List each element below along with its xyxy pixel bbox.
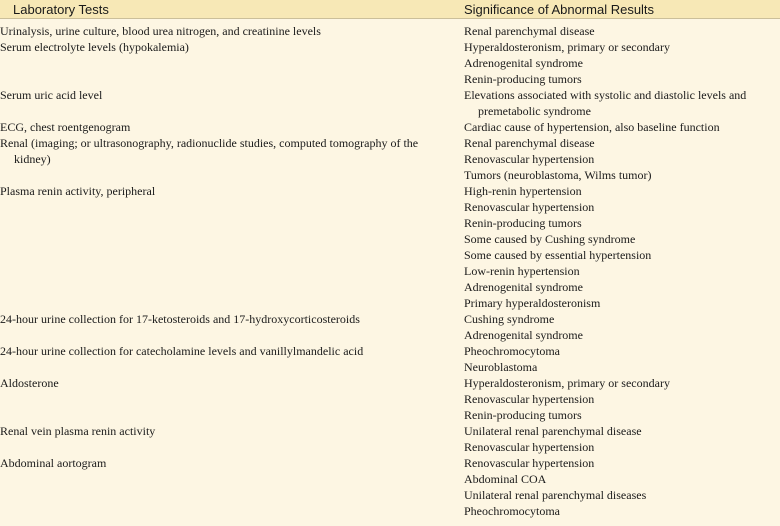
table-row bbox=[0, 23, 780, 39]
laboratory-test-cell: Abdominal aortogram bbox=[0, 456, 107, 470]
table-row bbox=[0, 423, 780, 455]
laboratory-test-cell: Serum electrolyte levels (hypokalemia) bbox=[0, 40, 189, 54]
significance-item: Adrenogenital syndrome bbox=[464, 56, 583, 70]
significance-item: Renin-producing tumors bbox=[464, 72, 582, 86]
table-body bbox=[0, 19, 780, 519]
laboratory-test-cell: Renal vein plasma renin activity bbox=[0, 424, 156, 438]
header-laboratory-tests: Laboratory Tests bbox=[13, 1, 109, 17]
table-row bbox=[0, 87, 780, 119]
table-row bbox=[0, 135, 780, 183]
significance-item: Some caused by essential hypertension bbox=[464, 248, 652, 262]
significance-item: Abdominal COA bbox=[464, 472, 547, 486]
significance-item: Hyperaldosteronism, primary or secondary bbox=[464, 40, 670, 54]
significance-item: Renovascular hypertension bbox=[464, 440, 595, 454]
significance-item: Pheochromocytoma bbox=[464, 344, 560, 358]
significance-item: Renal parenchymal disease bbox=[464, 136, 595, 150]
table-row bbox=[0, 311, 780, 343]
significance-item: Some caused by Cushing syndrome bbox=[464, 232, 636, 246]
significance-cell bbox=[451, 87, 780, 119]
significance-item: Pheochromocytoma bbox=[464, 504, 560, 518]
significance-cell bbox=[451, 375, 780, 423]
table-header-row bbox=[0, 0, 780, 19]
significance-item: Renin-producing tumors bbox=[464, 408, 582, 422]
significance-cell bbox=[451, 343, 780, 375]
table-row bbox=[0, 39, 780, 87]
laboratory-test-cell: ECG, chest roentgenogram bbox=[0, 120, 131, 134]
significance-item: Renovascular hypertension bbox=[464, 152, 595, 166]
significance-cell bbox=[451, 39, 780, 87]
laboratory-test-cell: Aldosterone bbox=[0, 376, 59, 390]
table-row bbox=[0, 183, 780, 311]
table-row bbox=[0, 455, 780, 519]
laboratory-test-cell: Plasma renin activity, peripheral bbox=[0, 184, 156, 198]
significance-item: Elevations associated with systolic and diastolic levels and premetabolic syndrome bbox=[464, 88, 747, 118]
significance-item: Renovascular hypertension bbox=[464, 456, 595, 470]
significance-item: Renovascular hypertension bbox=[464, 200, 595, 214]
significance-cell bbox=[451, 119, 780, 135]
laboratory-test-cell: Renal (imaging; or ultrasonography, radionuclide studies, computed tomography of the kidney) bbox=[0, 136, 419, 166]
significance-item: High-renin hypertension bbox=[464, 184, 582, 198]
significance-item: Renin-producing tumors bbox=[464, 216, 582, 230]
significance-item: Renovascular hypertension bbox=[464, 392, 595, 406]
significance-item: Unilateral renal parenchymal disease bbox=[464, 424, 642, 438]
significance-item: Cushing syndrome bbox=[464, 312, 555, 326]
significance-cell bbox=[451, 311, 780, 343]
significance-item: Adrenogenital syndrome bbox=[464, 280, 583, 294]
significance-item: Hyperaldosteronism, primary or secondary bbox=[464, 376, 670, 390]
header-significance: Significance of Abnormal Results bbox=[464, 1, 655, 17]
significance-item: Adrenogenital syndrome bbox=[464, 328, 583, 342]
significance-item: Cardiac cause of hypertension, also baseline function bbox=[464, 120, 720, 134]
laboratory-test-cell: 24-hour urine collection for catecholamine levels and vanillylmandelic acid bbox=[0, 344, 364, 358]
table-row bbox=[0, 343, 780, 375]
significance-cell bbox=[451, 135, 780, 183]
significance-item: Renal parenchymal disease bbox=[464, 24, 595, 38]
laboratory-test-cell: Serum uric acid level bbox=[0, 88, 103, 102]
significance-item: Unilateral renal parenchymal diseases bbox=[464, 488, 647, 502]
table-row bbox=[0, 119, 780, 135]
significance-item: Low-renin hypertension bbox=[464, 264, 580, 278]
laboratory-test-cell: Urinalysis, urine culture, blood urea nitrogen, and creatinine levels bbox=[0, 24, 321, 38]
significance-cell bbox=[451, 423, 780, 455]
significance-item: Tumors (neuroblastoma, Wilms tumor) bbox=[464, 168, 652, 182]
significance-cell bbox=[451, 455, 780, 519]
significance-item: Primary hyperaldosteronism bbox=[464, 296, 601, 310]
significance-item: Neuroblastoma bbox=[464, 360, 538, 374]
table-row bbox=[0, 375, 780, 423]
significance-cell bbox=[451, 183, 780, 311]
significance-cell bbox=[451, 23, 780, 39]
laboratory-test-cell: 24-hour urine collection for 17-ketosteroids and 17-hydroxycorticosteroids bbox=[0, 312, 360, 326]
